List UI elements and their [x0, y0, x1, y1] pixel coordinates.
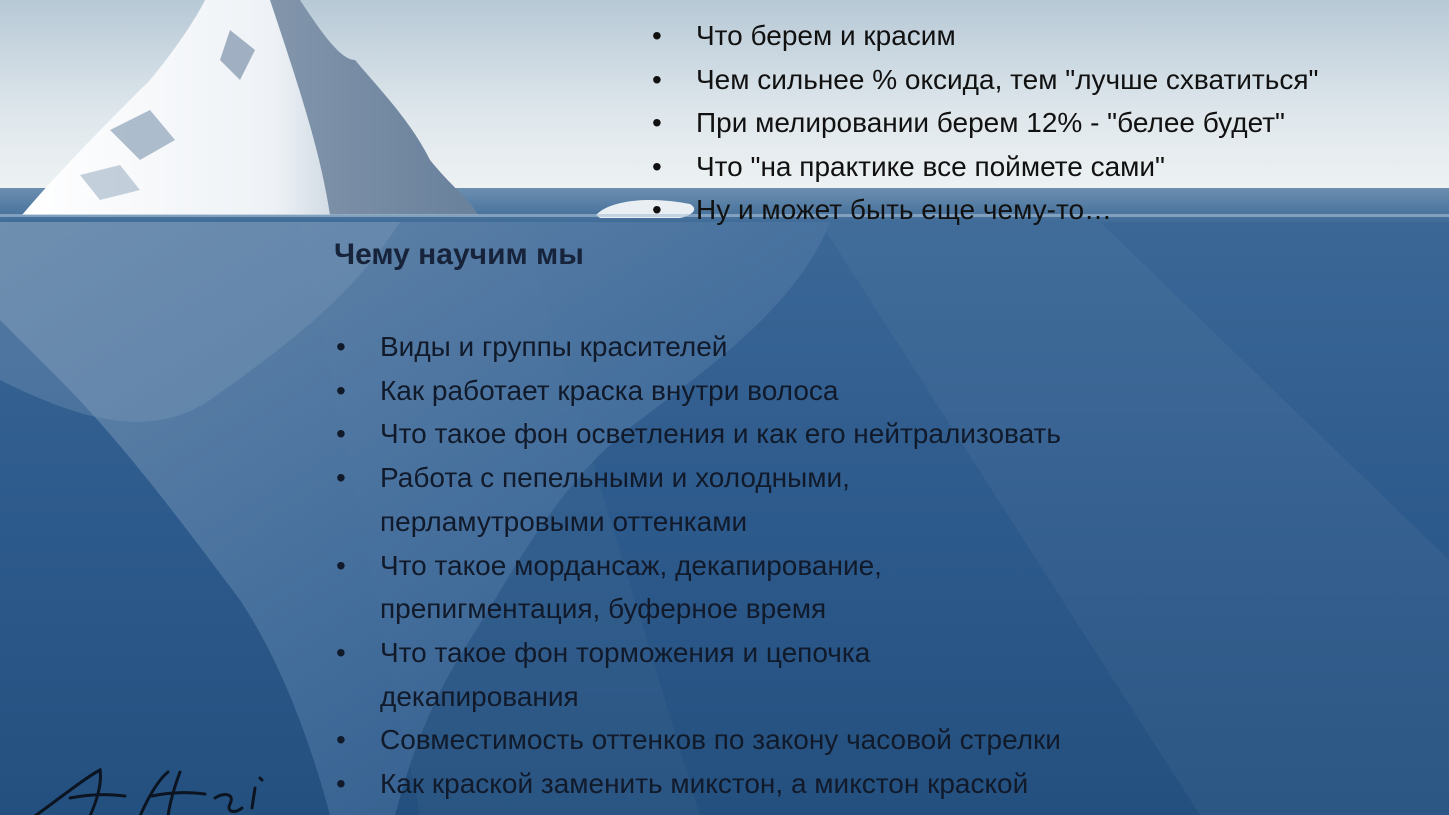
section-heading: Чему научим мы: [334, 238, 584, 271]
signature-logo: [30, 758, 300, 815]
list-item: • Как работает краска внутри волоса: [336, 369, 1216, 413]
list-item: • При мелировании берем 12% - "белее будет": [652, 101, 1442, 145]
list-item: • Совместимость оттенков по закону часовой стрелки: [336, 718, 1216, 762]
list-item: • Что такое фон осветления и как его нейтрализовать: [336, 412, 1216, 456]
above-water-list: [652, 14, 1442, 232]
list-item: • Что берем и красим: [652, 14, 1442, 58]
list-item: • Что "на практике все поймете сами": [652, 145, 1442, 189]
below-water-list: [336, 325, 1216, 806]
list-item: • Ну и может быть еще чему-то…: [652, 188, 1442, 232]
list-item: • Работа с пепельными и холодными, перламутровыми оттенками: [336, 456, 980, 543]
list-item: • Чем сильнее % оксида, тем "лучше схватиться": [652, 58, 1442, 102]
list-item: • Что такое фон торможения и цепочка декапирования: [336, 631, 1000, 718]
list-item: • Как краской заменить микстон, а микстон краской: [336, 762, 1216, 806]
list-item: • Виды и группы красителей: [336, 325, 1216, 369]
list-item: • Что такое мордансаж, декапирование, препигментация, буферное время: [336, 544, 1020, 631]
